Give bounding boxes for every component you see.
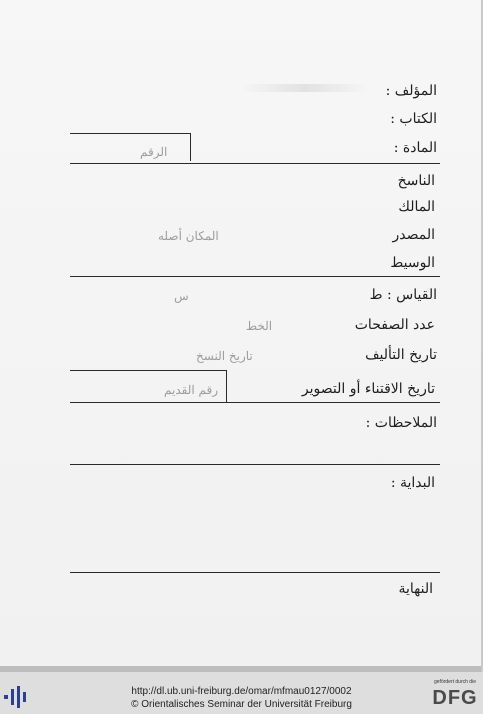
number-box-label: الرقم: [140, 145, 168, 159]
funded-by-text: gefördert durch die: [434, 679, 476, 685]
intermediary-label: الوسيط: [390, 255, 435, 271]
bleed-through-ink: [240, 84, 370, 92]
subject-label: المادة :: [393, 140, 437, 156]
old-number-box-top: [70, 370, 227, 371]
divider-2: [70, 276, 440, 277]
number-box-top: [70, 133, 191, 134]
author-label: المؤلف :: [385, 83, 437, 99]
size-extra: س: [174, 289, 189, 303]
source-label: المصدر: [392, 227, 435, 243]
location-label: المكان أصله: [158, 229, 219, 243]
script-label: الخط: [246, 319, 273, 333]
notes-line: [70, 464, 440, 465]
acquisition-label: تاريخ الاقتناء أو التصوير: [301, 381, 435, 397]
end-label: النهاية: [398, 581, 433, 597]
divider-1: [70, 163, 440, 164]
copy-date-label: تاريخ النسخ: [196, 349, 253, 363]
beginning-line: [70, 572, 440, 573]
pages-label: عدد الصفحات: [354, 317, 435, 333]
old-number-box-side: [226, 370, 227, 402]
dfg-logo: DFG: [432, 687, 478, 709]
divider-3: [70, 402, 440, 403]
number-box-side: [190, 133, 191, 161]
footer-copyright: © Orientalisches Seminar der Universität Freiburg: [131, 699, 352, 710]
beginning-label: البداية :: [390, 475, 435, 491]
copyist-label: الناسخ: [397, 173, 435, 189]
book-label: الكتاب :: [390, 111, 437, 127]
notes-label: الملاحظات :: [365, 415, 437, 431]
footer-url[interactable]: http://dl.ub.uni-freiburg.de/omar/mfmau0127/0002: [131, 686, 352, 697]
size-label: القياس : ط: [369, 287, 437, 303]
old-number-label: رقم القديم: [164, 383, 219, 397]
owner-label: المالك: [398, 199, 435, 215]
composition-date-label: تاريخ التأليف: [365, 347, 437, 363]
